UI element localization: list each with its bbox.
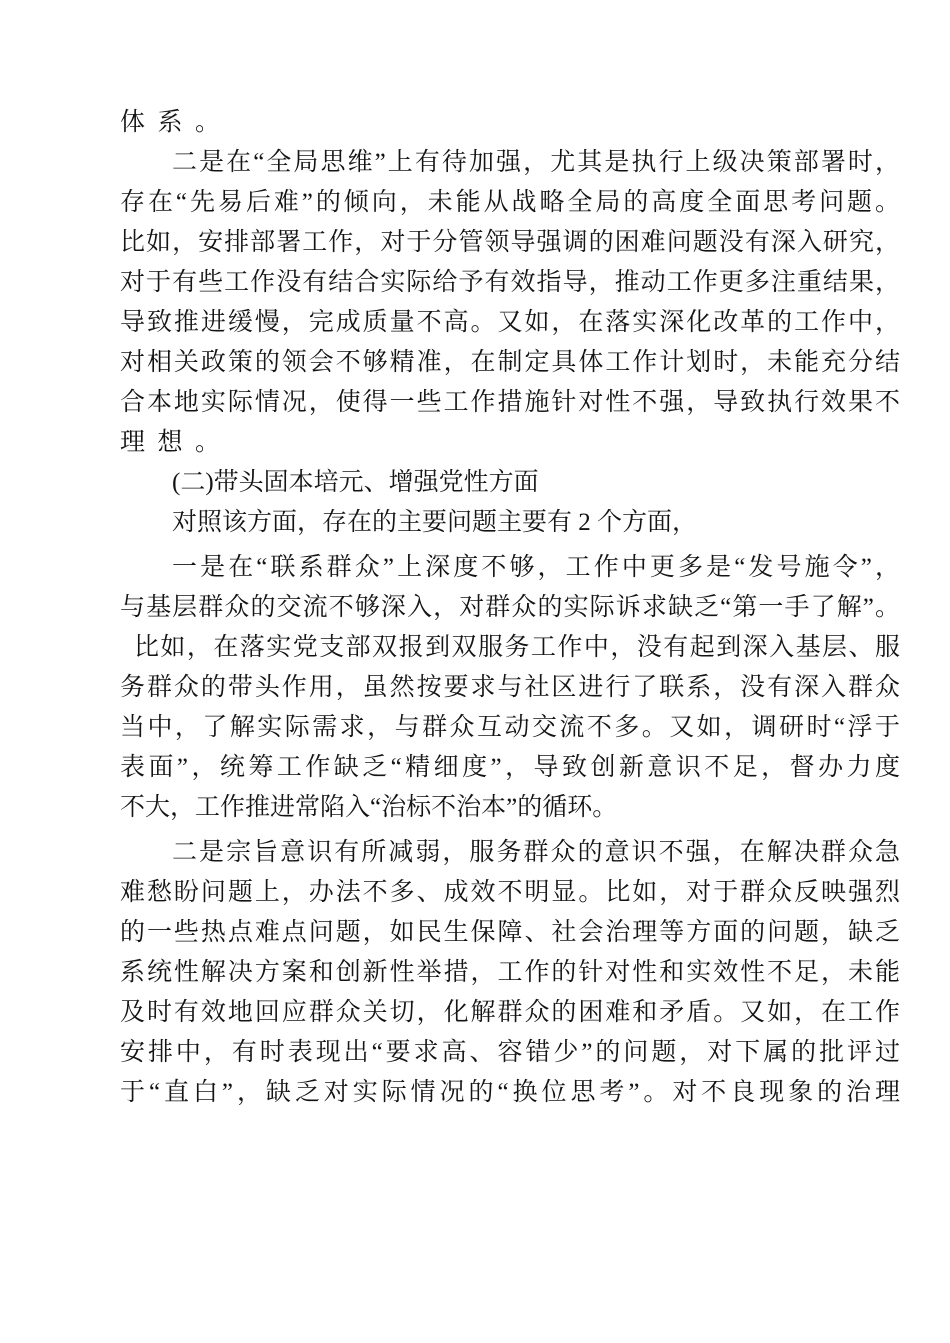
document-content [120,103,900,1113]
text-line: 当中，了解实际需求，与群众互动交流不多。又如，调研时“浮于 [120,714,900,741]
text-line: 及时有效地回应群众关切，化解群众的困难和矛盾。又如，在工作 [120,999,900,1026]
text-line: 不大，工作推进常陷入“治标不治本”的循环。 [120,794,618,821]
text-line: 务群众的带头作用，虽然按要求与社区进行了联系，没有深入群众 [120,674,900,701]
section-heading: (二)带头固本培元、增强党性方面 [172,469,539,496]
text-line: 比如，在落实党支部双报到双服务工作中，没有起到深入基层、服 [120,634,900,661]
text-line: 于“直白”，缺乏对实际情况的“换位思考”。对不良现象的治理 [120,1079,900,1106]
text-line: 一是在“联系群众”上深度不够，工作中更多是“发号施令”， [172,554,900,581]
text-line: 合本地实际情况，使得一些工作措施针对性不强，导致执行效果不 [120,389,900,416]
text-line: 体 系 。 [120,109,221,136]
text-line: 比如，安排部署工作，对于分管领导强调的困难问题没有深入研究， [120,229,900,256]
text-line: 对于有些工作没有结合实际给予有效指导，推动工作更多注重结果， [120,269,900,296]
text-line: 二是在“全局思维”上有待加强，尤其是执行上级决策部署时， [172,149,900,176]
text-line: 与基层群众的交流不够深入，对群众的实际诉求缺乏“第一手了解”。 [120,594,900,621]
text-line: 的一些热点难点问题，如民生保障、社会治理等方面的问题，缺乏 [120,919,900,946]
text-line: 导致推进缓慢，完成质量不高。又如，在落实深化改革的工作中， [120,309,900,336]
text-line: 难愁盼问题上，办法不多、成效不明显。比如，对于群众反映强烈 [120,879,900,906]
text-line: 存在“先易后难”的倾向，未能从战略全局的高度全面思考问题。 [120,189,900,216]
text-line: 理 想 。 [120,429,221,456]
text-line: 安排中，有时表现出“要求高、容错少”的问题，对下属的批评过 [120,1039,900,1066]
text-line: 对照该方面，存在的主要问题主要有 2 个方面， [172,509,698,536]
text-line: 系统性解决方案和创新性举措，工作的针对性和实效性不足，未能 [120,959,900,986]
text-line: 表面”，统筹工作缺乏“精细度”，导致创新意识不足，督办力度 [120,754,900,781]
text-line: 二是宗旨意识有所减弱，服务群众的意识不强，在解决群众急 [172,839,900,866]
text-line: 对相关政策的领会不够精准，在制定具体工作计划时，未能充分结 [120,349,900,376]
